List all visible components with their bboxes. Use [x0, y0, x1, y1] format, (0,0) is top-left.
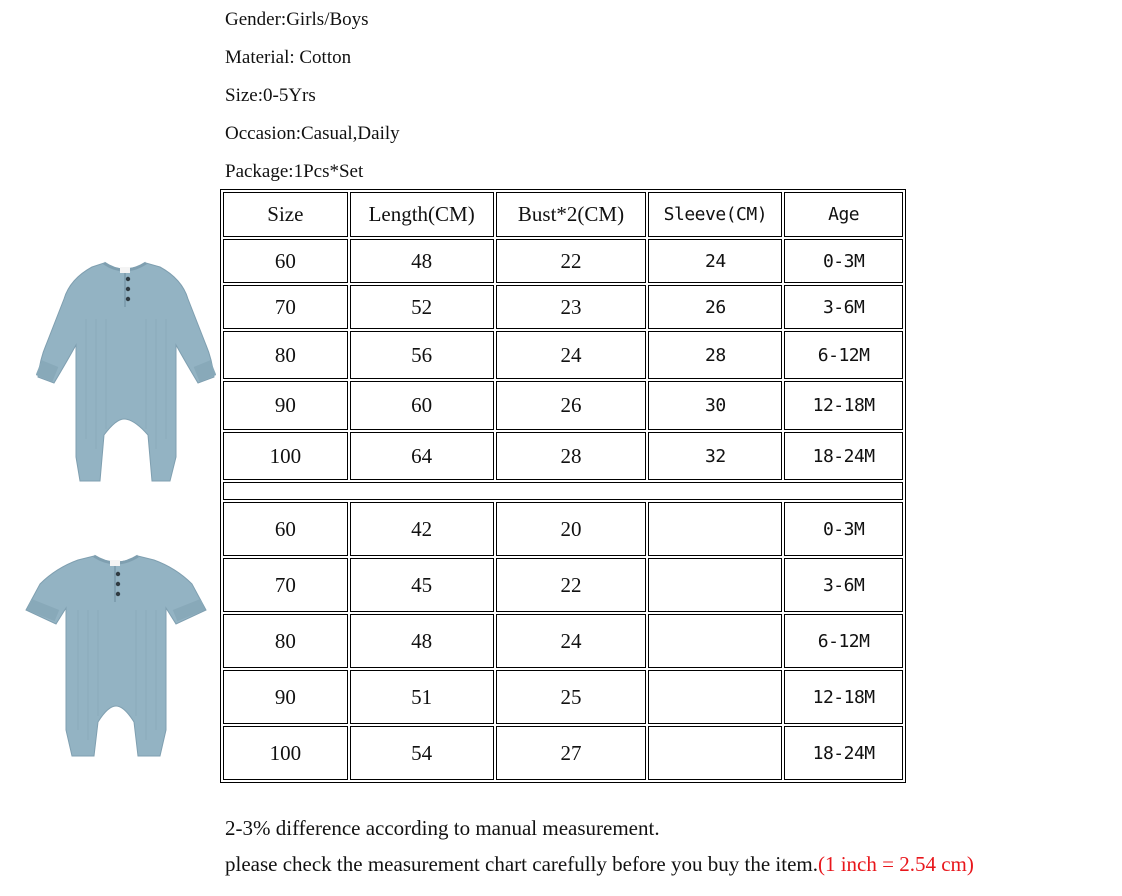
cell-size: 60: [223, 502, 348, 556]
spec-occasion: Occasion:Casual,Daily: [225, 123, 400, 144]
table-row: [223, 285, 903, 329]
check-chart-text: please check the measurement chart carefully before you buy the item.: [225, 852, 818, 876]
spec-package: Package:1Pcs*Set: [225, 161, 364, 182]
table-row: [223, 381, 903, 430]
cell-length: 48: [350, 614, 494, 668]
cell-bust: 26: [496, 381, 647, 430]
table-header-row: [223, 192, 903, 237]
cell-sleeve: [648, 558, 782, 612]
cell-age: 0-3M: [784, 502, 903, 556]
table-row: [223, 502, 903, 556]
cell-sleeve: [648, 726, 782, 780]
cell-bust: 22: [496, 239, 647, 283]
cell-length: 56: [350, 331, 494, 379]
cell-sleeve: [648, 670, 782, 724]
size-chart-table: [220, 189, 906, 783]
table-row: [223, 614, 903, 668]
cell-length: 60: [350, 381, 494, 430]
cell-sleeve: 24: [648, 239, 782, 283]
cell-age: 12-18M: [784, 381, 903, 430]
cell-bust: 23: [496, 285, 647, 329]
measurement-note: 2-3% difference according to manual measurement.: [225, 816, 660, 840]
header-bust: Bust*2(CM): [496, 192, 647, 237]
table-row: [223, 331, 903, 379]
header-length: Length(CM): [350, 192, 494, 237]
cell-size: 70: [223, 285, 348, 329]
spec-size: Size:0-5Yrs: [225, 85, 316, 106]
table-row: [223, 239, 903, 283]
cell-length: 64: [350, 432, 494, 480]
header-age: Age: [784, 192, 903, 237]
cell-age: 0-3M: [784, 239, 903, 283]
cell-bust: 24: [496, 331, 647, 379]
cell-bust: 22: [496, 558, 647, 612]
header-size: Size: [223, 192, 348, 237]
cell-sleeve: 30: [648, 381, 782, 430]
table-row: [223, 670, 903, 724]
cell-size: 80: [223, 331, 348, 379]
cell-sleeve: [648, 502, 782, 556]
cell-age: 18-24M: [784, 432, 903, 480]
cell-sleeve: [648, 614, 782, 668]
spec-material: Material: Cotton: [225, 47, 352, 68]
cell-age: 6-12M: [784, 614, 903, 668]
cell-age: 6-12M: [784, 331, 903, 379]
cell-length: 52: [350, 285, 494, 329]
check-chart-note: [225, 852, 974, 876]
cell-length: 54: [350, 726, 494, 780]
table-row: [223, 558, 903, 612]
cell-age: 18-24M: [784, 726, 903, 780]
table-row: [223, 432, 903, 480]
spec-gender: Gender:Girls/Boys: [225, 9, 369, 30]
cell-bust: 25: [496, 670, 647, 724]
cell-size: 60: [223, 239, 348, 283]
divider-cell: [223, 482, 903, 500]
cell-size: 90: [223, 670, 348, 724]
cell-length: 51: [350, 670, 494, 724]
short-sleeve-romper-image: [24, 550, 208, 758]
cell-age: 12-18M: [784, 670, 903, 724]
cell-sleeve: 26: [648, 285, 782, 329]
cell-size: 100: [223, 432, 348, 480]
cell-sleeve: 32: [648, 432, 782, 480]
cell-bust: 24: [496, 614, 647, 668]
cell-length: 48: [350, 239, 494, 283]
cell-bust: 28: [496, 432, 647, 480]
table-row: [223, 726, 903, 780]
cell-size: 100: [223, 726, 348, 780]
cell-length: 42: [350, 502, 494, 556]
inch-conversion-note: (1 inch = 2.54 cm): [817, 852, 974, 876]
header-sleeve: Sleeve(CM): [648, 192, 782, 237]
cell-bust: 27: [496, 726, 647, 780]
cell-size: 90: [223, 381, 348, 430]
cell-length: 45: [350, 558, 494, 612]
table-divider-row: [223, 482, 903, 500]
cell-age: 3-6M: [784, 558, 903, 612]
cell-age: 3-6M: [784, 285, 903, 329]
long-sleeve-romper-image: [36, 259, 216, 483]
cell-size: 80: [223, 614, 348, 668]
cell-sleeve: 28: [648, 331, 782, 379]
cell-bust: 20: [496, 502, 647, 556]
cell-size: 70: [223, 558, 348, 612]
